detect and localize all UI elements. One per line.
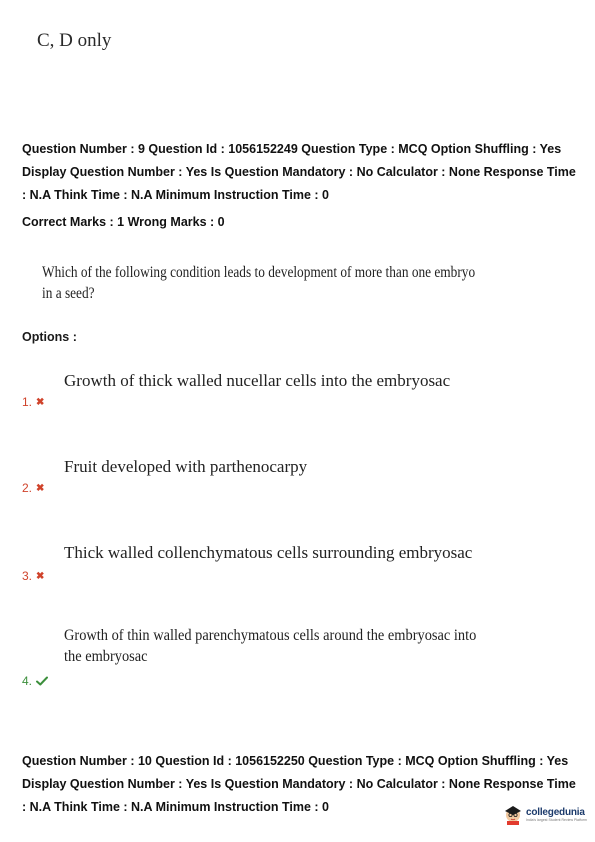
option-2-text: Fruit developed with parthenocarpy [64, 457, 308, 476]
question-text-line: Which of the following condition leads to development of more than one embryo [42, 264, 476, 281]
cross-icon: ✖ [36, 396, 45, 408]
meta-line: Question Number : 9 Question Id : 1056152249 Question Type : MCQ Option Shuffling : Yes [22, 142, 562, 156]
cross-icon: ✖ [36, 570, 45, 582]
question-9-meta [22, 138, 582, 234]
meta-line: Question Number : 10 Question Id : 1056152250 Question Type : MCQ Option Shuffling : Yes [22, 754, 569, 768]
previous-answer: C, D only [37, 30, 112, 51]
option-text-line: the embryosac [64, 648, 148, 665]
option-3-number [22, 569, 44, 583]
question-9-text [42, 262, 476, 304]
option-4-number [22, 674, 48, 688]
option-3-text: Thick walled collenchymatous cells surrounding embryosac [64, 543, 473, 562]
marks-line: Correct Marks : 1 Wrong Marks : 0 [22, 215, 225, 229]
option-2-number [22, 481, 44, 495]
option-text-line: Growth of thin walled parenchymatous cells around the embryosac into [64, 627, 477, 644]
logo-tagline: India's largest Student Review Platform [526, 817, 587, 822]
option-number-label: 1. [22, 395, 33, 409]
meta-line: Display Question Number : Yes Is Question Mandatory : No Calculator : None Response Time [22, 165, 576, 179]
option-number-label: 3. [22, 569, 33, 583]
cross-icon: ✖ [36, 482, 45, 494]
options-label: Options : [22, 330, 77, 344]
student-mascot-icon [503, 803, 523, 825]
option-number-label: 2. [22, 481, 33, 495]
option-number-label: 4. [22, 674, 33, 688]
question-text-line: in a seed? [42, 285, 95, 302]
meta-line: : N.A Think Time : N.A Minimum Instruction Time : 0 [22, 800, 329, 814]
logo-name: collegedunia [526, 806, 585, 818]
option-4-text [64, 625, 476, 667]
meta-line: : N.A Think Time : N.A Minimum Instruction Time : 0 [22, 188, 329, 202]
meta-line: Display Question Number : Yes Is Question Mandatory : No Calculator : None Response Time [22, 777, 576, 791]
collegedunia-logo [503, 803, 587, 825]
option-1-text: Growth of thick walled nucellar cells into the embryosac [64, 371, 451, 390]
check-icon [36, 676, 48, 686]
option-1-number [22, 395, 44, 409]
question-10-meta [22, 750, 582, 819]
